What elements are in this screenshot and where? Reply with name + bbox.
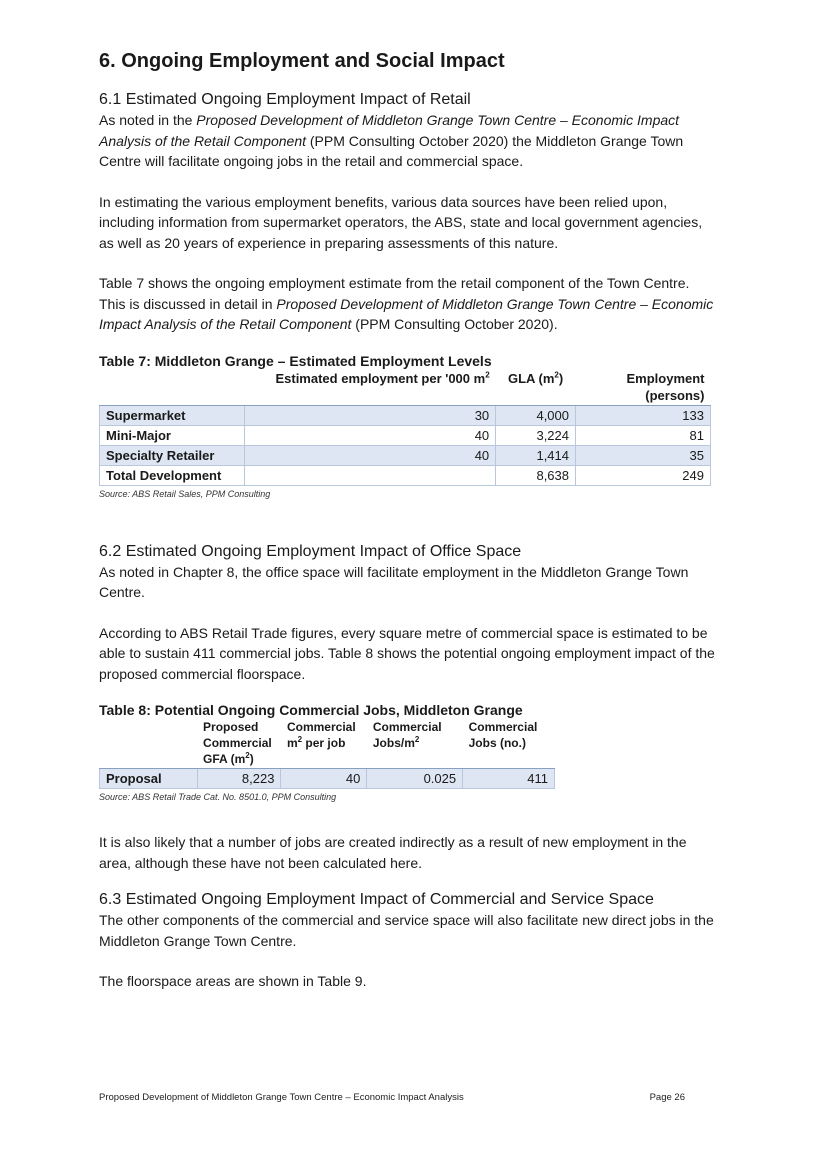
table-row: Specialty Retailer 40 1,414 35 bbox=[100, 445, 711, 465]
section-6-3-title: 6.3 Estimated Ongoing Employment Impact of Commercial and Service Space bbox=[99, 891, 654, 908]
section-6-2-paragraph-1: As noted in Chapter 8, the office space will facilitate employment in the Middleton Grange Town Centre. bbox=[99, 563, 689, 600]
table-8-header-jobs-per-m2: Commercial Jobs/$m^2$ bbox=[367, 719, 463, 769]
table-8-source: Source: ABS Retail Trade Cat. No. 8501.0, PPM Consulting bbox=[99, 792, 337, 802]
table-row: Mini-Major 40 3,224 81 bbox=[100, 425, 711, 445]
table-7-caption: Table 7: Middleton Grange – Estimated Employment Levels bbox=[99, 352, 492, 369]
section-6-1-paragraph-3: Table 7 shows the ongoing employment estimate from the retail component of the Town Centre. This is discussed in detail in Proposed Development of Middleton Grange Town Centre – Economic Impact Analysis of the Retail Component (PPM Consulting October 2020). bbox=[99, 275, 714, 332]
table-row: Proposal 8,223 40 0.025 411 bbox=[100, 769, 555, 789]
table-row: Total Development 8,638 249 bbox=[100, 465, 711, 485]
table-7-header-employment: Employment (persons) bbox=[576, 370, 711, 406]
section-6-1-title: 6.1 Estimated Ongoing Employment Impact of Retail bbox=[99, 91, 471, 108]
table-7-header-gla: GLA $(m^2)$ bbox=[496, 370, 576, 406]
table-8 bbox=[99, 719, 555, 789]
document-page bbox=[99, 50, 719, 1012]
section-6-3-paragraph-2: The floorspace areas are shown in Table 9. bbox=[99, 973, 367, 989]
table-7 bbox=[99, 370, 711, 486]
section-6-2-paragraph-2: According to ABS Retail Trade figures, every square metre of commercial space is estimated to be able to sustain 411 commercial jobs. Table 8 shows the potential ongoing employment impact of the proposed commercial floorspace. bbox=[99, 624, 715, 682]
table-8-header-jobs: Commercial Jobs (no.) bbox=[463, 719, 555, 769]
table-7-source: Source: ABS Retail Sales, PPM Consulting bbox=[99, 488, 271, 499]
page-heading: 6. Ongoing Employment and Social Impact bbox=[99, 50, 505, 72]
footer-page-number: Page 26 bbox=[649, 1092, 685, 1103]
table-8-header-gfa: Proposed Commercial GFA $(m^2)$ bbox=[197, 719, 281, 769]
section-6-3-paragraph-1: The other components of the commercial and service space will also facilitate new direct jobs in the Middleton Grange Town Centre. bbox=[99, 912, 714, 949]
table-8-header-row bbox=[100, 719, 555, 769]
section-6-1-paragraph-2: In estimating the various employment benefits, various data sources have been relied upon, including information from supermarket operators, the ABS, state and local government agencies, as well as 20 years of experience in preparing assessments of this nature. bbox=[99, 193, 703, 251]
page-footer bbox=[99, 1092, 685, 1103]
indirect-jobs-paragraph: It is also likely that a number of jobs are created indirectly as a result of new employment in the area, although these have not been calculated here. bbox=[99, 834, 687, 871]
section-6-1-paragraph-1: As noted in the Proposed Development of Middleton Grange Town Centre – Economic Impact Analysis of the Retail Component (PPM Consulting October 2020) the Middleton Grange Town Centre will facilitate ongoing jobs in the retail and commercial space. bbox=[99, 112, 684, 169]
table-row: Supermarket 30 4,000 133 bbox=[100, 405, 711, 425]
table-7-header-row bbox=[100, 370, 711, 406]
footer-document-title: Proposed Development of Middleton Grange Town Centre – Economic Impact Analysis bbox=[99, 1092, 464, 1103]
table-7-header-rate: Estimated employment per '000 $m^2$ bbox=[244, 370, 495, 406]
table-8-caption: Table 8: Potential Ongoing Commercial Jobs, Middleton Grange bbox=[99, 702, 523, 718]
table-8-header-per-job: Commercial $m^2$ per job bbox=[281, 719, 367, 769]
section-6-2-title: 6.2 Estimated Ongoing Employment Impact of Office Space bbox=[99, 542, 522, 560]
